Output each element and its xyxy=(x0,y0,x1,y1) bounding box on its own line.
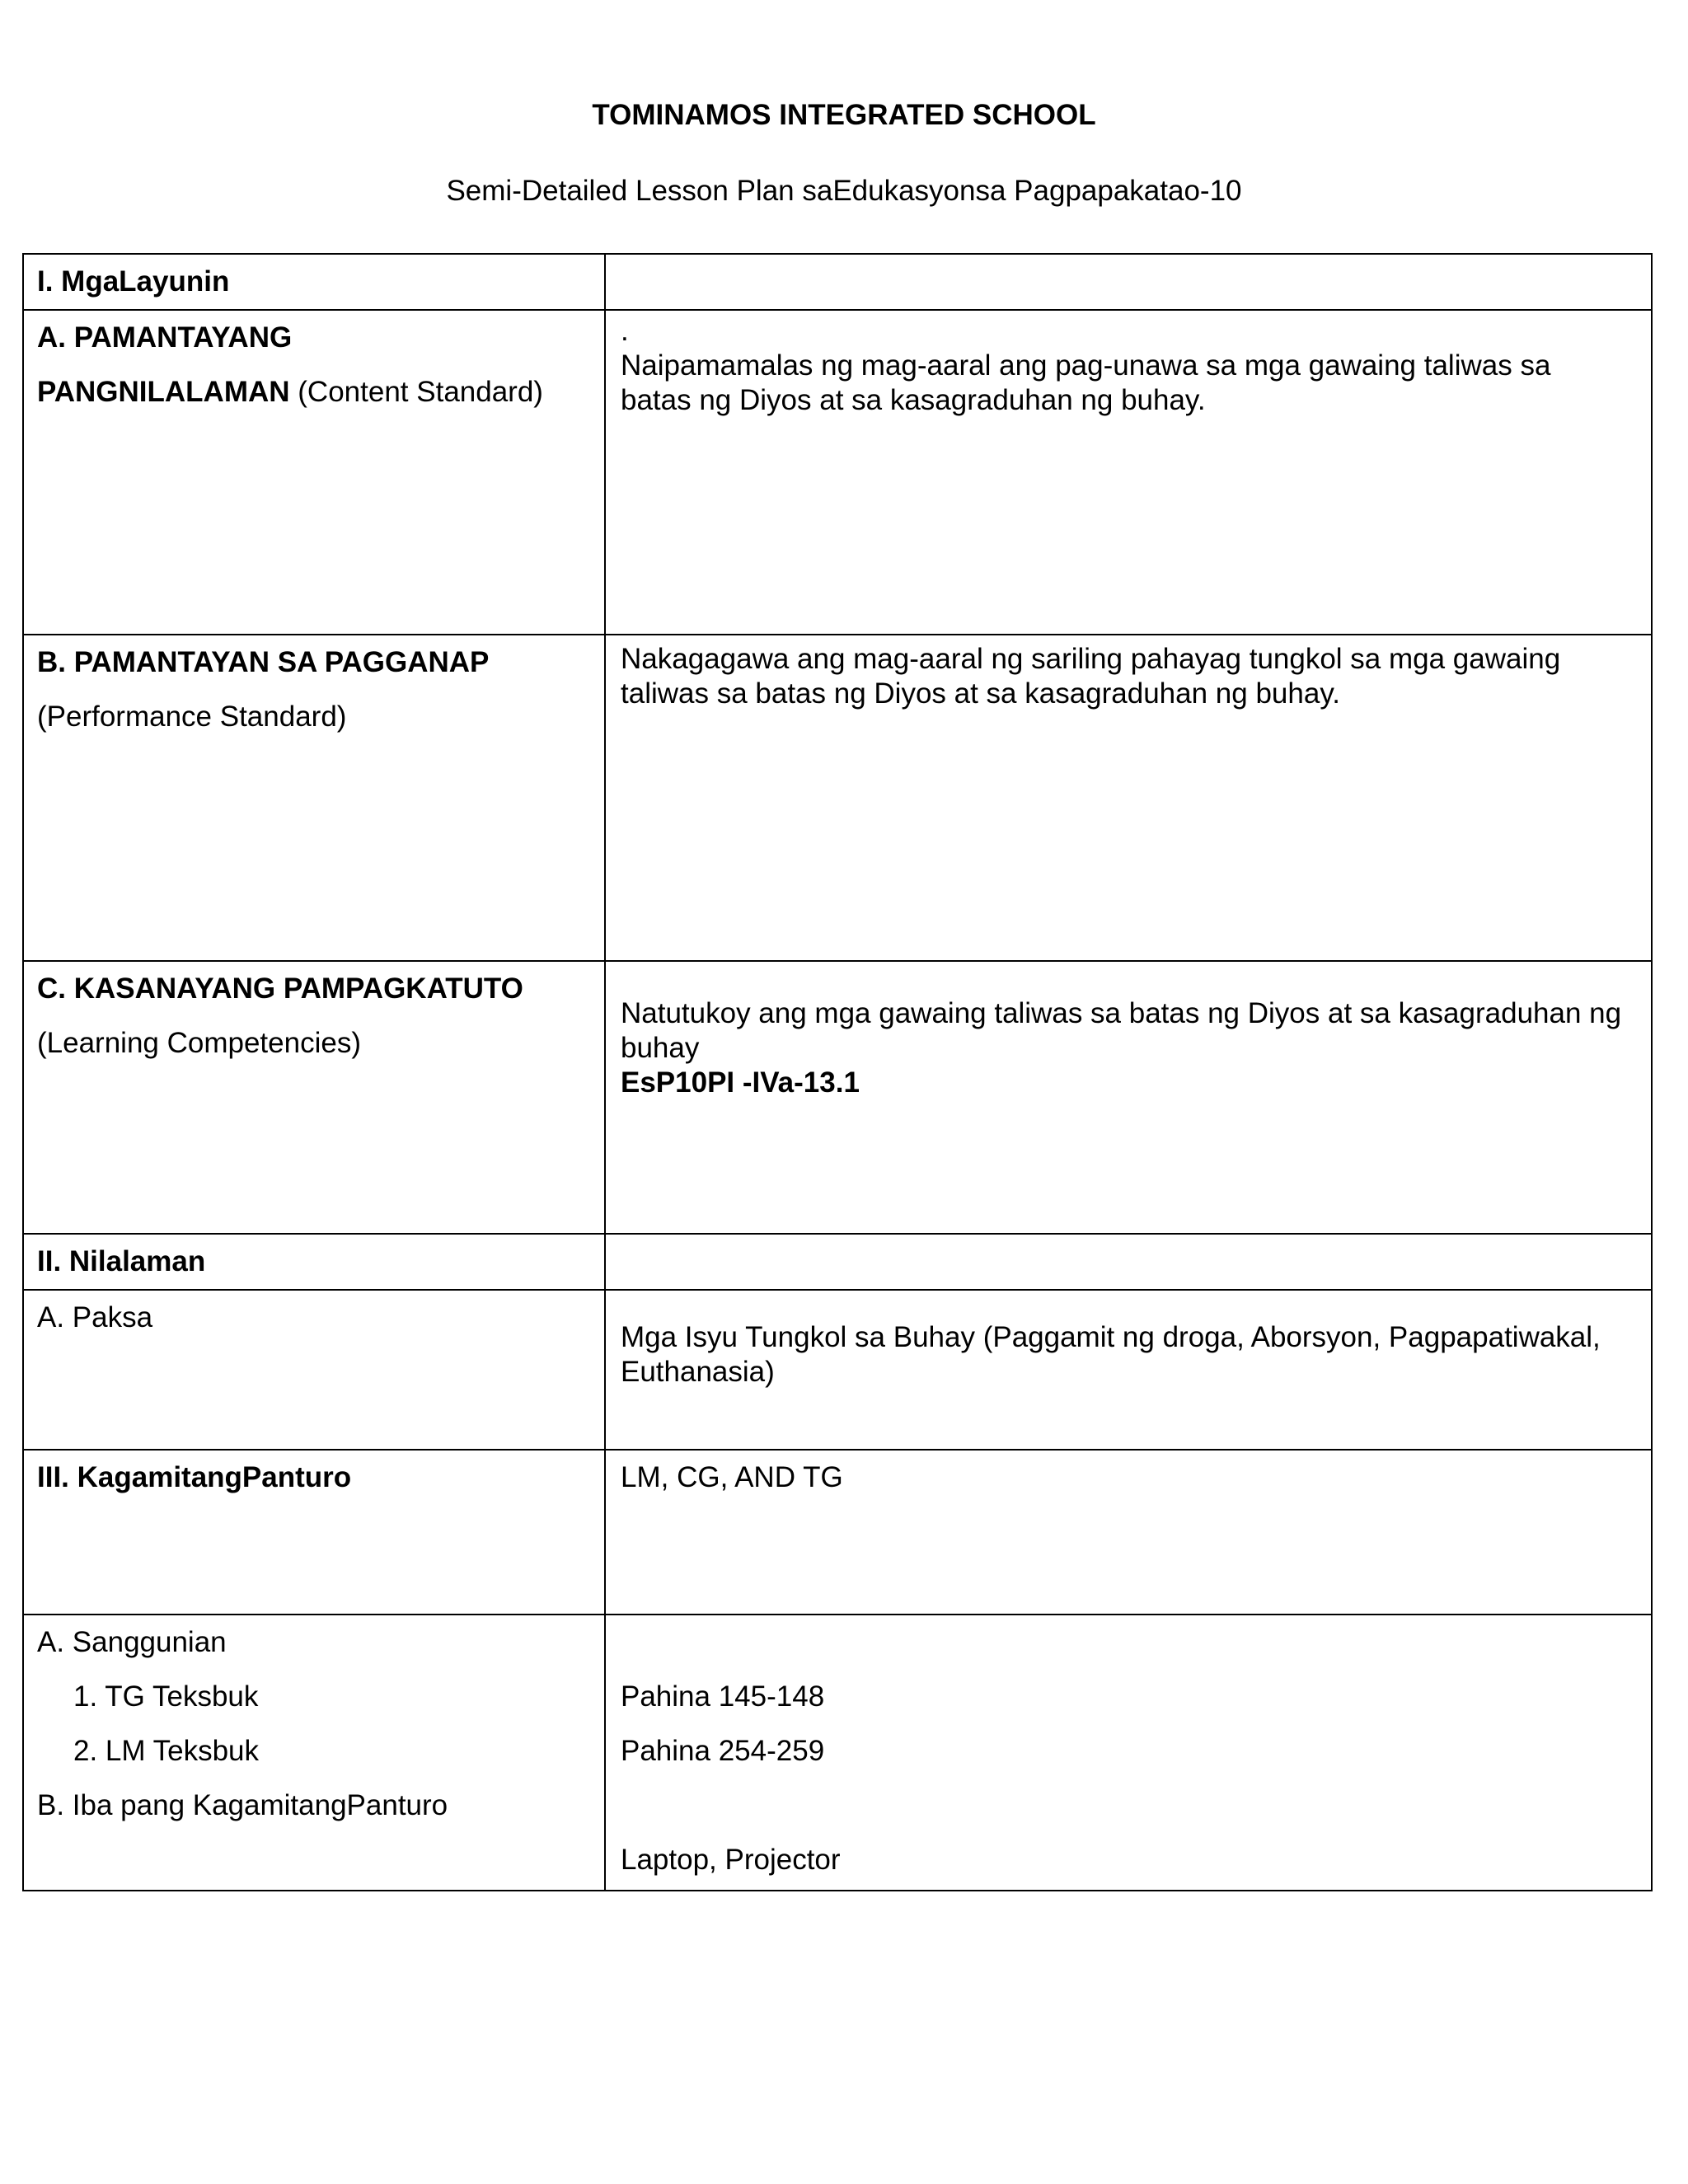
performance-standard-english: (Performance Standard) xyxy=(37,701,347,733)
content-standard-label-2: PANGNILALAMAN xyxy=(37,376,290,408)
lesson-plan-table xyxy=(22,253,1653,1891)
content-standard-value: Naipamamalas ng mag-aaral ang pag-unawa sa mga gawaing taliwas sa batas ng Diyos at sa kasagraduhan ng buhay. xyxy=(621,349,1551,416)
label-cell xyxy=(23,310,605,635)
learning-competencies-english: (Learning Competencies) xyxy=(37,1027,361,1059)
label-cell xyxy=(23,1290,605,1450)
table-row-content-standard xyxy=(23,310,1652,635)
label-cell xyxy=(23,635,605,961)
table-row-performance-standard xyxy=(23,635,1652,961)
learning-competencies-value: Natutukoy ang mga gawaing taliwas sa batas ng Diyos at sa kasagraduhan ng buhay xyxy=(621,997,1622,1064)
content-standard-dot: . xyxy=(621,315,629,347)
label-cell xyxy=(23,1234,605,1290)
content-standard-english: (Content Standard) xyxy=(298,376,543,408)
value-cell xyxy=(605,254,1652,310)
iba-pang-kagamitan-label: B. Iba pang KagamitangPanturo xyxy=(37,1789,448,1821)
table-row-layunin xyxy=(23,254,1652,310)
competency-code: EsP10PI -IVa-13.1 xyxy=(621,1066,860,1099)
value-cell xyxy=(605,310,1652,635)
school-name: TOMINAMOS INTEGRATED SCHOOL xyxy=(592,99,1096,131)
value-cell xyxy=(605,1615,1652,1891)
lm-pages: Pahina 254-259 xyxy=(621,1735,825,1767)
value-cell xyxy=(605,1234,1652,1290)
paksa-value: Mga Isyu Tungkol sa Buhay (Paggamit ng droga, Aborsyon, Pagpapatiwakal, Euthanasia) xyxy=(621,1321,1601,1388)
label-cell xyxy=(23,961,605,1234)
content-standard-label: A. PAMANTAYANG xyxy=(37,321,293,354)
paksa-label: A. Paksa xyxy=(37,1301,153,1333)
table-row-paksa xyxy=(23,1290,1652,1450)
label-cell xyxy=(23,1450,605,1615)
value-cell xyxy=(605,635,1652,961)
performance-standard-value: Nakagagawa ang mag-aaral ng sariling pahayag tungkol sa mga gawaing taliwas sa batas ng Diyos at sa kasagraduhan ng buhay. xyxy=(621,643,1561,710)
kagamitan-label: III. KagamitangPanturo xyxy=(37,1461,352,1493)
table-row-learning-competencies xyxy=(23,961,1652,1234)
lesson-plan-title: Semi-Detailed Lesson Plan saEdukasyonsa Pagpapakatao-10 xyxy=(446,175,1242,207)
table-row-sanggunian xyxy=(23,1615,1652,1891)
value-cell xyxy=(605,961,1652,1234)
table-row-nilalaman xyxy=(23,1234,1652,1290)
nilalaman-label: II. Nilalaman xyxy=(37,1245,206,1277)
learning-competencies-label: C. KASANAYANG PAMPAGKATUTO xyxy=(37,972,523,1005)
table-row-kagamitan xyxy=(23,1450,1652,1615)
value-cell xyxy=(605,1450,1652,1615)
label-cell xyxy=(23,254,605,310)
tg-pages: Pahina 145-148 xyxy=(621,1680,825,1713)
tg-teksbuk-label: 1. TG Teksbuk xyxy=(73,1680,259,1713)
layunin-label: I. MgaLayunin xyxy=(37,265,230,298)
label-cell xyxy=(23,1615,605,1891)
kagamitan-value: LM, CG, AND TG xyxy=(621,1461,843,1493)
iba-pang-kagamitan-value: Laptop, Projector xyxy=(621,1844,841,1876)
performance-standard-label: B. PAMANTAYAN SA PAGGANAP xyxy=(37,646,490,678)
sanggunian-label: A. Sanggunian xyxy=(37,1626,227,1658)
lm-teksbuk-label: 2. LM Teksbuk xyxy=(73,1735,260,1767)
value-cell xyxy=(605,1290,1652,1450)
